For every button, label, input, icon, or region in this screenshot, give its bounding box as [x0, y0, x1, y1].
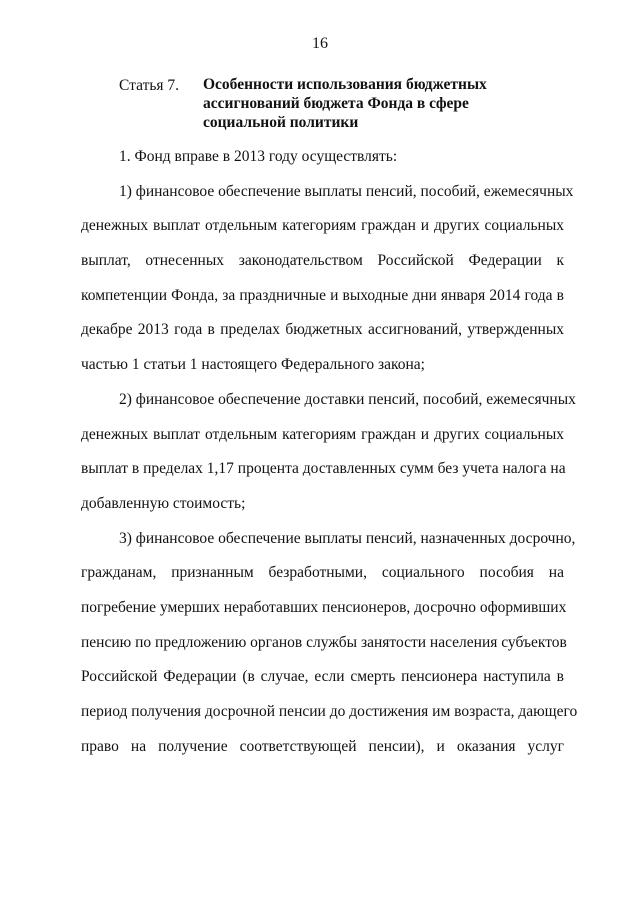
page-number: 16 [312, 35, 328, 52]
article-title-line: ассигнований бюджета Фонда в сфере [203, 95, 469, 112]
text-line: 1. Фонд вправе в 2013 году осуществлять: [119, 148, 398, 165]
text-line: Российской Федерации (в случае, если смерть пенсионера наступила в [81, 668, 564, 686]
text-line: пенсию по предложению органов службы занятости населения субъектов [81, 633, 567, 651]
article-body [81, 140, 578, 764]
paragraph-4 [81, 522, 578, 765]
text-line: период получения досрочной пенсии до достижения им возраста, дающего [81, 703, 578, 720]
text-line: денежных выплат отдельным категориям граждан и других социальных [81, 425, 564, 443]
text-line: погребение умерших неработавших пенсионеров, досрочно оформивших [81, 598, 567, 616]
text-line: добавленную стоимость; [81, 494, 246, 512]
text-line: гражданам, признанным безработными, социального пособия на [81, 564, 564, 582]
text-line: 2) финансовое обеспечение доставки пенсий, пособий, ежемесячных [119, 390, 576, 408]
article-title-line: социальной политики [203, 114, 359, 131]
article-title [203, 75, 533, 132]
paragraph-3 [81, 383, 576, 522]
text-line: право на получение соответствующей пенсии), и оказания услуг [81, 737, 564, 755]
article-title-line: Особенности использования бюджетных [203, 76, 487, 93]
text-line: 1) финансовое обеспечение выплаты пенсий, пособий, ежемесячных [119, 182, 574, 200]
text-line: 3) финансовое обеспечение выплаты пенсий, назначенных досрочно, [119, 529, 576, 547]
paragraph-2 [81, 175, 574, 383]
text-line: компетенции Фонда, за праздничные и выходные дни января 2014 года в [81, 286, 564, 304]
text-line: выплат в пределах 1,17 процента доставленных сумм без учета налога на [81, 460, 566, 478]
paragraph-1 [81, 140, 564, 175]
text-line: денежных выплат отдельным категориям граждан и других социальных [81, 217, 564, 235]
text-line: выплат, отнесенных законодательством Российской Федерации к [81, 252, 564, 270]
text-line: декабре 2013 года в пределах бюджетных ассигнований, утвержденных [81, 321, 564, 339]
text-line: частью 1 статьи 1 настоящего Федерального закона; [81, 356, 425, 374]
article-label: Статья 7. [119, 77, 180, 94]
